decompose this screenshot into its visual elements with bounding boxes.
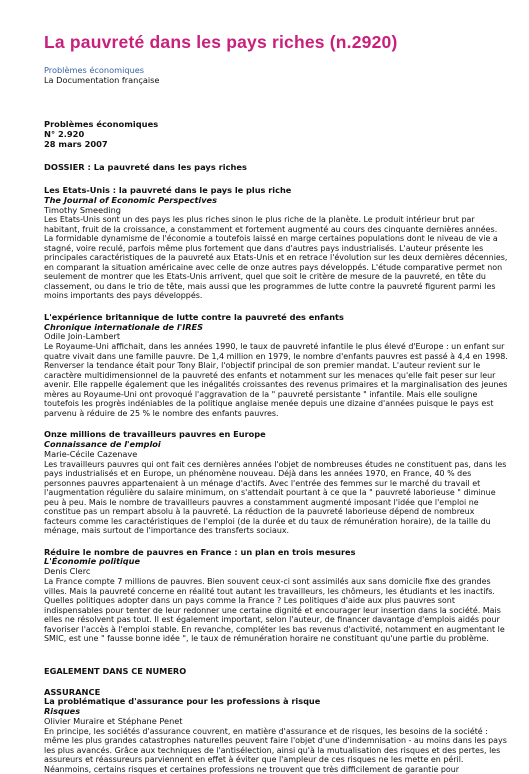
article-author: Odile Join-Lambert: [44, 331, 121, 342]
article-source: Connaissance de l'emploi: [44, 439, 161, 450]
article: [44, 548, 509, 644]
document-page: [0, 32, 529, 774]
also-in-issue-heading: EGALEMENT DANS CE NUMERO: [44, 665, 187, 676]
page-title: La pauvreté dans les pays riches (n.2920): [44, 32, 398, 52]
article-body: Les Etats-Unis sont un des pays les plus riches sinon le plus riche de la planète. Le produit intérieur brut par habitant, fruit de la croissance, a constamment et fortement augmenté au cours des cinquante dernières années. La formidable dynamisme de l'économie a toutefois laissé en marge certaines populations dont le niveau de vie a stagné, voire reculé, parfois même plus fortement que dans d'autres pays industrialisés. L'auteur présente les principales caractéristiques de la pauvreté aux Etats-Unis et en retrace l'évolution sur les deux dernières décennies, en comparant la situation américaine avec celle de onze autres pays développés. L'étude comparative permet non seulement de montrer que les Etats-Unis arrivent, quel que soit le critère de mesure de la pauvreté, en tête du classement, ou dans le trio de tête, mais aussi que les programmes de lutte contre la pauvreté figurent parmi les moins importants des pays développés.: [44, 215, 508, 301]
category-heading: ASSURANCE: [44, 686, 101, 697]
article-source: The Journal of Economic Perspectives: [44, 194, 217, 205]
article-source: Chronique internationale de l'IRES: [44, 321, 204, 332]
article: [44, 186, 509, 301]
journal-name: Problèmes économiques: [44, 119, 159, 129]
article-source: L'Économie politique: [44, 556, 141, 567]
article: [44, 313, 509, 418]
article-body: En principe, les sociétés d'assurance couvrent, en matière d'assurance et de risques, les besoins de la société : même les plus grandes catastrophes naturelles peuvent faire l'objet d'une d'indemnisation - au moins dans les pays les plus avancés. Grâce aux techniques de l'antisélection, ainsi qu'à la mutualisation des risques et des pertes, les assureurs et réassureurs parviennent en effet à éviter que l'ampleur de ces risques ne les mette en péril. Néanmoins, certains risques et certaines professions ne trouvent que très difficilement de garantie pour: [44, 726, 507, 774]
article-source: Risques: [44, 706, 81, 717]
dossier-heading: DOSSIER : La pauvreté dans les pays riches: [44, 162, 247, 172]
article-title: Onze millions de travailleurs pauvres en Europe: [44, 429, 266, 440]
article-title: Réduire le nombre de pauvres en France : un plan en trois mesures: [44, 546, 356, 557]
article-author: Olivier Muraire et Stéphane Penet: [44, 715, 183, 726]
article: [44, 697, 509, 774]
article-title: Les Etats-Unis : la pauvreté dans le pays le plus riche: [44, 185, 292, 195]
article-author: Marie-Cécile Cazenave: [44, 448, 138, 459]
article-author: Timothy Smeeding: [44, 204, 121, 215]
article-author: Denis Clerc: [44, 566, 91, 577]
issue-number: N° 2.920: [44, 129, 85, 139]
article: [44, 430, 509, 535]
article-body: Le Royaume-Uni affichait, dans les années 1990, le taux de pauvreté infantile le plus élevé d'Europe : un enfant sur quatre vivait dans une famille pauvre. De 1,4 million en 1979, le nombre d'enfants pauvres est passé à 4,4 en 1998. Renverser la tendance était pour Tony Blair, l'objectif principal de son premier mandat. L'auteur revient sur le caractère multidimensionnel de la pauvreté des enfants et notamment sur les menaces qu'elle fait peser sur leur avenir. Elle rappelle également que les inégalités croissantes des revenus primaires et la marginalisation des jeunes mères au Royaume-Uni ont provoqué l'aggravation de la " pauvreté persistante " infantile. Mais elle souligne toutefois les progrès indéniables de la politique anglaise menée depuis une dizaine d'années puisque le pays est parvenu à réduire de 25 % le nombre des enfants pauvres.: [44, 342, 508, 418]
issue-meta: [44, 119, 509, 149]
article-title: L'expérience britannique de lutte contre la pauvreté des enfants: [44, 311, 344, 322]
article-body: Les travailleurs pauvres qui ont fait ces dernières années l'objet de nombreuses études ne constituent pas, dans les pays industrialisés et en Europe, un phénomène nouveau. Déjà dans les années 1970, en France, 40 % des personnes pauvres appartenaient à un ménage d'actifs. Avec l'entrée des femmes sur le marché du travail et l'augmentation régulière du salaire minimum, on s'attendait pourtant à ce que la " pauvreté laborieuse " diminue peu à peu. Mais le nombre de travailleurs pauvres a constamment augmenté imposant l'idée que l'emploi ne constitue pas un rempart absolu à la pauvreté. La réduction de la pauvreté laborieuse dépend de nombreux facteurs comme les caractéristiques de l'emploi (de la durée et du taux de rémunération horaire), de la taille du ménage, mais surtout de l'importance des transferts sociaux.: [44, 459, 507, 536]
issue-date: 28 mars 2007: [44, 139, 108, 149]
article-title: La problématique d'assurance pour les professions à risque: [44, 696, 321, 707]
publisher-name: La Documentation française: [44, 75, 160, 85]
series-name[interactable]: Problèmes économiques: [44, 65, 145, 75]
article-body: La France compte 7 millions de pauvres. Bien souvent ceux-ci sont assimilés aux sans domicile fixe des grandes villes. Mais la pauvreté concerne en réalité tout autant les travailleurs, les chômeurs, les étudiants et les inactifs. Quelles politiques adopter dans un pays comme la France ? Les politiques d'aide aux plus pauvres sont indispensables pour tenter de leur redonner une certaine dignité et encourager leur insertion dans la société. Mais elles ne résolvent pas tout. Il est également important, selon l'auteur, de financer davantage d'emplois aidés pour favoriser l'accès à l'emploi stable. En revanche, compléter les bas revenus d'activité, notamment en augmentant le SMIC, est une " fausse bonne idée ", le taux de rémunération horaire ne constituant qu'une partie du problème.: [44, 577, 505, 644]
